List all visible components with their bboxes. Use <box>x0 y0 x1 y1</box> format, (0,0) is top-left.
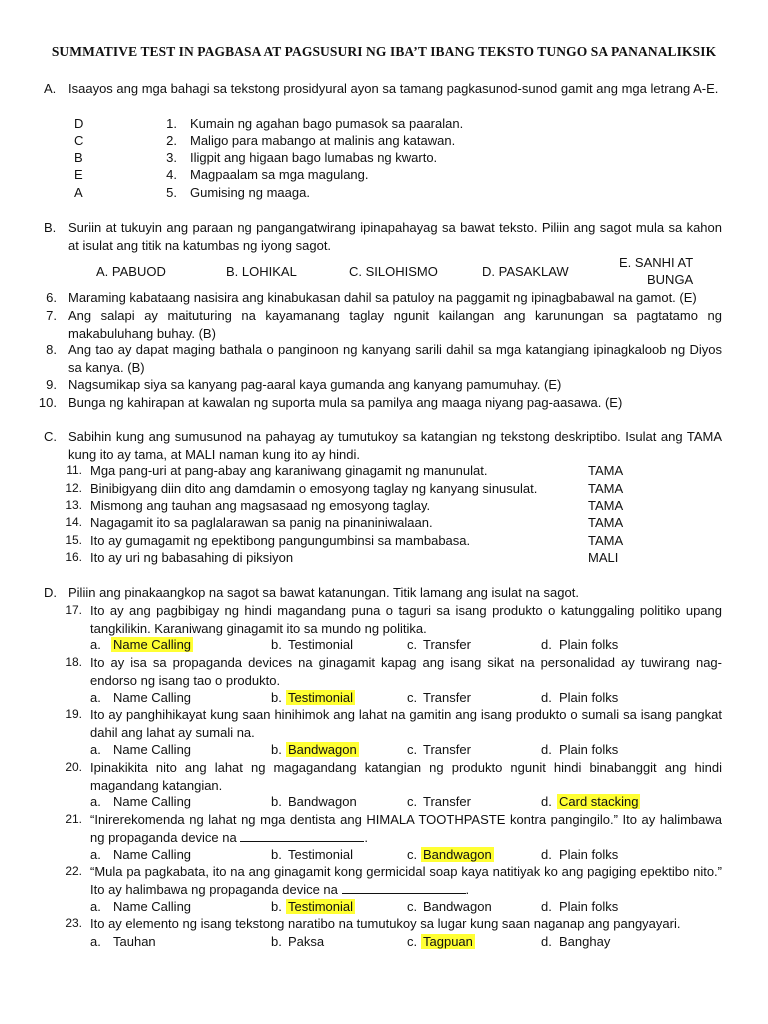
item-text: Nagsumikap siya sa kanyang pag-aaral kaya gumanda ang kanyang pamumuhay. (E) <box>68 377 562 392</box>
option-text: Bandwagon <box>423 899 492 914</box>
option-letter: c. <box>407 690 418 705</box>
choice-b: B. LOHIKAL <box>226 264 297 279</box>
option-letter: a. <box>90 899 101 914</box>
option-letter: c. <box>407 934 418 949</box>
option-text: Plain folks <box>559 690 619 705</box>
section-a-answer: E <box>74 167 83 182</box>
section-a-text: Gumising ng maaga. <box>190 185 310 200</box>
item-answer: TAMA <box>588 515 624 530</box>
item-number: 15. <box>65 533 82 547</box>
option-letter: b. <box>271 899 282 914</box>
item-stem-end: . <box>465 881 470 897</box>
option-letter: d. <box>541 934 552 949</box>
item-number: 22. <box>65 864 82 878</box>
option-letter: d. <box>541 742 552 757</box>
choice-e: E. SANHI AT <box>619 255 694 270</box>
item-answer: TAMA <box>588 463 624 478</box>
item-text: Bunga ng kahirapan at kawalan ng suporta mula sa pamilya ang maaga niyang pag-aasawa. (E) <box>68 395 623 410</box>
section-a-num: 2. <box>166 133 177 148</box>
option-text-highlighted: Bandwagon <box>288 742 357 757</box>
item-stem: Ito ay isa sa propaganda devices na ginagamit kapag ang isang sikat na personalidad ay tuwirang nag-endorso ng isang tao o produkto. <box>90 655 722 688</box>
option-text-highlighted: Testimonial <box>288 690 354 705</box>
option-text: Transfer <box>423 794 471 809</box>
option-text: Name Calling <box>113 794 192 809</box>
option-letter: a. <box>90 690 101 705</box>
item-number: 20. <box>65 760 82 774</box>
choice-d: D. PASAKLAW <box>482 264 569 279</box>
item-number: 12. <box>65 481 82 495</box>
option-letter: c. <box>407 847 418 862</box>
item-number: 18. <box>65 655 82 669</box>
option-letter: d. <box>541 794 552 809</box>
document-title: SUMMATIVE TEST IN PAGBASA AT PAGSUSURI NG IBA’T IBANG TEKSTO TUNGO SA PANANALIKSIK <box>51 44 717 59</box>
item-number: 10. <box>38 395 57 410</box>
item-number: 14. <box>65 515 82 529</box>
section-a-num: 5. <box>166 185 177 200</box>
option-text: Transfer <box>423 742 471 757</box>
option-text: Banghay <box>559 934 611 949</box>
answer-blank <box>342 881 466 894</box>
section-a-answer: B <box>74 150 83 165</box>
item-number: 21. <box>65 812 82 826</box>
item-number: 19. <box>65 707 82 721</box>
choice-a: A. PABUOD <box>96 264 166 279</box>
item-answer: TAMA <box>588 533 624 548</box>
option-letter: b. <box>271 690 282 705</box>
section-a-num: 1. <box>166 116 177 131</box>
option-text: Testimonial <box>288 847 354 862</box>
option-text: Bandwagon <box>288 794 357 809</box>
option-text: Paksa <box>288 934 325 949</box>
item-number: 16. <box>65 550 82 564</box>
item-number: 11. <box>66 463 82 477</box>
option-text: Tauhan <box>113 934 156 949</box>
item-text: Maraming kabataang nasisira ang kinabukasan dahil sa patuloy na paggamit ng ipinagbabawal na gamot. (E) <box>68 290 697 305</box>
section-a-num: 4. <box>166 167 177 182</box>
option-text: Plain folks <box>559 847 619 862</box>
option-letter: c. <box>407 794 418 809</box>
option-letter: d. <box>541 637 552 652</box>
option-letter: a. <box>90 847 101 862</box>
item-stem-container <box>90 811 722 846</box>
section-d-instruction: Piliin ang pinakaangkop na sagot sa bawat katanungan. Titik lamang ang isulat na sagot. <box>68 585 579 600</box>
option-letter: c. <box>407 742 418 757</box>
option-text: Name Calling <box>113 742 192 757</box>
option-text: Name Calling <box>113 690 192 705</box>
section-a-marker: A. <box>44 81 57 96</box>
item-stem: “Mula pa pagkabata, ito na ang ginagamit kong germicidal soap kaya natitiyak ko ang pagiging epektibo nito.” Ito ay halimbawa ng propaganda device na <box>90 864 722 897</box>
option-text: Transfer <box>423 690 471 705</box>
section-a-text: Magpaalam sa mga magulang. <box>190 167 369 182</box>
option-text: Name Calling <box>113 847 192 862</box>
section-a-answer: C <box>74 133 84 148</box>
item-number: 7. <box>46 308 57 323</box>
option-text-highlighted: Bandwagon <box>423 847 492 862</box>
item-answer: MALI <box>588 550 619 565</box>
option-text: Plain folks <box>559 899 619 914</box>
item-text: Mismong ang tauhan ang magsasaad ng emosyong taglay. <box>90 498 431 513</box>
item-stem: Ito ay panghihikayat kung saan hinihimok ang lahat na gamitin ang isang produkto o sumali sa isang pangkat dahil ang lahat ay sumali na. <box>90 707 722 740</box>
section-c-instruction: Sabihin kung ang sumusunod na pahayag ay tumutukoy sa katangian ng tekstong deskriptibo. Isulat ang TAMA kung ito ay tama, at MALI naman kung ito ay hindi. <box>68 429 722 462</box>
option-letter: d. <box>541 847 552 862</box>
section-b-instruction: Suriin at tukuyin ang paraan ng pangangatwirang ipinapahayag sa bawat teksto. Piliin ang sagot mula sa kahon at isulat ang titik na katumbas ng iyong sagot. <box>68 220 722 253</box>
item-text: Ito ay gumagamit ng epektibong pangungumbinsi sa mambabasa. <box>90 533 471 548</box>
section-a-answer: D <box>74 116 84 131</box>
option-letter: d. <box>541 690 552 705</box>
section-a-text: Iligpit ang higaan bago lumabas ng kwarto. <box>190 150 438 165</box>
item-stem-end: . <box>364 829 368 845</box>
option-text-highlighted: Name Calling <box>113 637 192 652</box>
option-letter: c. <box>407 899 418 914</box>
section-a-num: 3. <box>166 150 177 165</box>
option-letter: a. <box>90 637 101 652</box>
option-text: Plain folks <box>559 742 619 757</box>
item-text: Mga pang-uri at pang-abay ang karaniwang ginagamit ng manunulat. <box>90 463 488 478</box>
option-text-highlighted: Testimonial <box>288 899 354 914</box>
option-text: Transfer <box>423 637 471 652</box>
option-letter: a. <box>90 742 101 757</box>
section-a-text: Maligo para mabango at malinis ang katawan. <box>190 133 456 148</box>
option-letter: b. <box>271 742 282 757</box>
item-number: 13. <box>65 498 82 512</box>
item-answer: TAMA <box>588 481 624 496</box>
item-text: Nagagamit ito sa paglalarawan sa panig na pinaniniwalaan. <box>90 515 433 530</box>
item-stem: “Inirerekomenda ng lahat ng mga dentista ang HIMALA TOOTHPASTE kontra pangingilo.” Ito ay halimbawa ng propaganda device na <box>90 812 722 845</box>
item-number: 6. <box>46 290 57 305</box>
item-text: Binibigyang diin dito ang damdamin o emosyong taglay ng kanyang sinusulat. <box>90 481 538 496</box>
item-stem: Ito ay ang pagbibigay ng hindi magandang puna o taguri sa isang produkto o katunggaling politiko upang tangkilikin. Karaniwang ginagamit ito sa mundo ng politika. <box>90 603 722 636</box>
item-number: 8. <box>46 342 57 357</box>
item-number: 17. <box>65 603 82 617</box>
option-letter: b. <box>271 934 282 949</box>
item-answer: TAMA <box>588 498 624 513</box>
item-text: Ang tao ay dapat maging bathala o panginoon ng kanyang sarili dahil sa mga katangiang ipinagkaloob ng Diyos sa kanya. (B) <box>68 342 722 375</box>
answer-blank <box>240 829 364 842</box>
section-a-answer: A <box>74 185 83 200</box>
option-letter: b. <box>271 847 282 862</box>
item-text: Ito ay uri ng babasahing di piksiyon <box>90 550 294 565</box>
option-letter: b. <box>271 637 282 652</box>
section-d-marker: D. <box>44 585 57 600</box>
item-stem: Ipinakikita nito ang lahat ng magagandang katangian ng produkto ngunit hindi binabanggit ang hindi magandang katangian. <box>90 760 722 793</box>
section-a-instruction: Isaayos ang mga bahagi sa tekstong prosidyural ayon sa tamang pagkasunod-sunod gamit ang mga letrang A-E. <box>68 81 719 96</box>
item-number: 23. <box>65 916 82 930</box>
section-b-marker: B. <box>44 220 57 235</box>
option-text: Plain folks <box>559 637 619 652</box>
item-text: Ang salapi ay maituturing na kayamanang taglay ngunit kailangan ang karunungan sa pagtatamo ng makabuluhang buhay. (B) <box>68 308 722 341</box>
section-a-text: Kumain ng agahan bago pumasok sa paaralan. <box>190 116 464 131</box>
item-number: 9. <box>46 377 57 392</box>
option-letter: a. <box>90 934 101 949</box>
section-c-marker: C. <box>44 429 57 444</box>
choice-c: C. SILOHISMO <box>349 264 438 279</box>
choice-e-cont: BUNGA <box>647 272 694 287</box>
item-stem-container <box>90 863 722 898</box>
item-stem: Ito ay elemento ng isang tekstong naratibo na tumutukoy sa lugar kung saan naganap ang pangyayari. <box>90 916 681 931</box>
option-text-highlighted: Card stacking <box>559 794 639 809</box>
option-letter: a. <box>90 794 101 809</box>
option-text: Name Calling <box>113 899 192 914</box>
option-letter: b. <box>271 794 282 809</box>
option-text-highlighted: Tagpuan <box>423 934 473 949</box>
option-letter: c. <box>407 637 418 652</box>
option-letter: d. <box>541 899 552 914</box>
option-text: Testimonial <box>288 637 354 652</box>
